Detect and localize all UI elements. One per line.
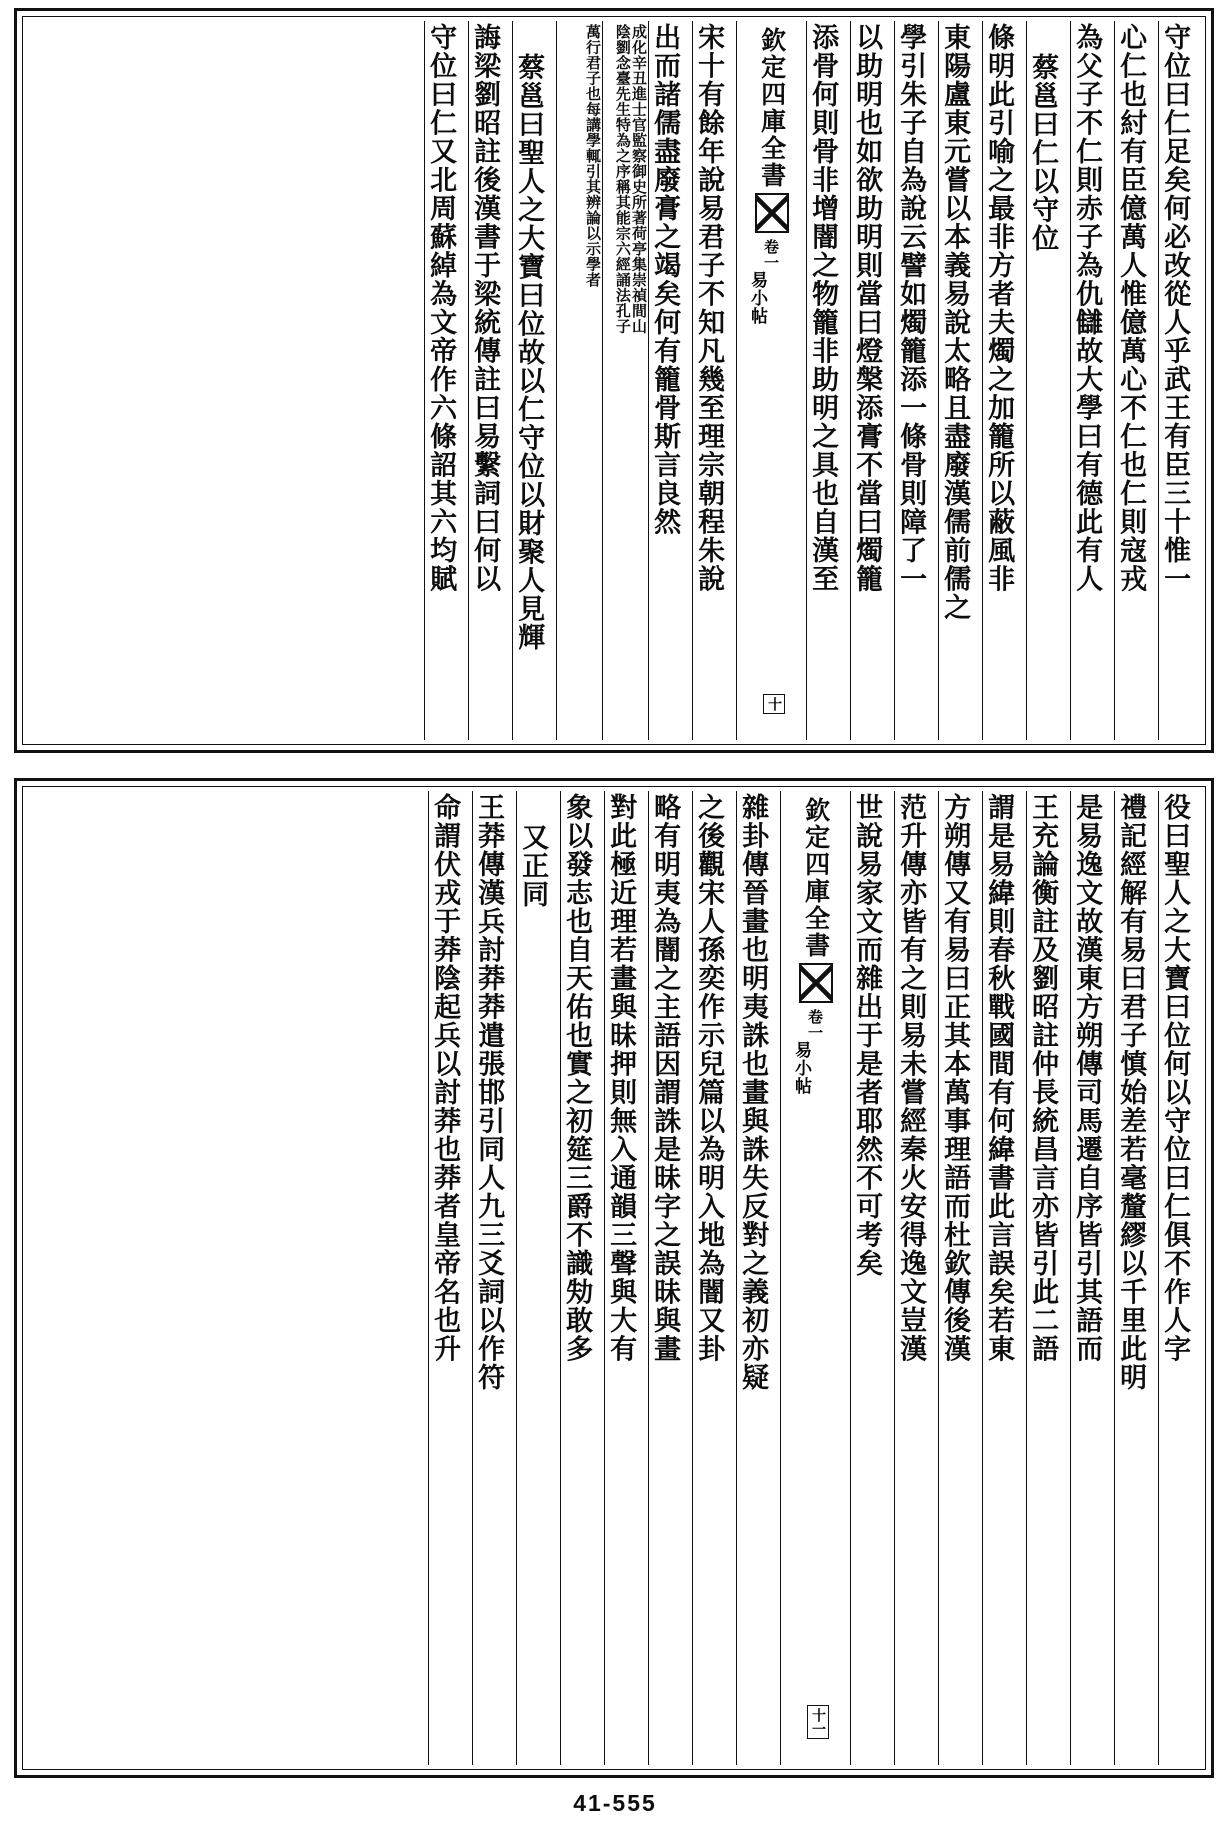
commentary-text-right: 成化辛丑進士官監察御史所著荷亭集崇禎間山 (630, 24, 648, 334)
column-text: 添骨何則骨非增闇之物籠非助明之具也自漢至 (807, 23, 839, 593)
text-column (604, 791, 648, 1765)
column-text: 對此極近理若畫與昧押則無入通韻三聲與大有 (605, 793, 637, 1363)
column-text: 是易逸文故漢東方朔傳司馬遷自序皆引其語而 (1071, 793, 1103, 1363)
text-column (894, 21, 938, 740)
column-text: 學引朱子自為說云譬如燭籠添一條骨則障了一 (895, 23, 927, 593)
column-text: 東陽盧東元嘗以本義易說太略且盡廢漢儒前儒之 (939, 23, 971, 622)
text-block-bottom-frame (22, 786, 1206, 1770)
text-column (982, 21, 1026, 740)
text-column (428, 791, 472, 1765)
diamond-ornament-icon (755, 193, 789, 233)
text-column (1114, 791, 1158, 1765)
column-text: 王莽傳漢兵討莽莽遣張邯引同人九三爻詞以作符 (473, 793, 505, 1392)
column-text: 蔡邕曰聖人之大寶曰位故以仁守位以財聚人見輝 (513, 53, 545, 652)
volume-label: 卷一 (806, 1009, 824, 1041)
text-column (850, 21, 894, 740)
text-column (648, 21, 692, 740)
series-title: 欽定四庫全書 (801, 797, 831, 959)
column-text: 條明此引喻之最非方者夫燭之加籠所以蔽風非 (983, 23, 1015, 593)
text-column (472, 791, 516, 1765)
text-column (938, 21, 982, 740)
volume-label: 卷一 (762, 239, 780, 271)
column-text: 蔡邕曰仁以守位 (1027, 53, 1059, 253)
text-block-bottom (14, 778, 1214, 1778)
column-text: 之後觀宋人孫奕作示兒篇以為明入地為闇又卦 (693, 793, 725, 1363)
text-column (692, 21, 736, 740)
column-text: 誨梁劉昭註後漢書于梁統傳註曰易繫詞曰何以 (469, 23, 501, 593)
text-column (468, 21, 512, 740)
text-column (1158, 791, 1202, 1765)
column-text: 象以發志也自天佑也實之初筵三爵不識劮敢多 (561, 793, 593, 1363)
text-column (982, 791, 1026, 1765)
column-text: 謂是易緯則春秋戰國間有何緯書此言誤矣若東 (983, 793, 1015, 1363)
text-block-top (14, 8, 1214, 753)
page-marker: 十 (763, 694, 785, 714)
column-text: 禮記經解有易曰君子慎始差若毫釐繆以千里此明 (1115, 793, 1147, 1392)
column-text: 心仁也紂有臣億萬人惟億萬心不仁也仁則寇戎 (1115, 23, 1147, 593)
commentary-text-right: 萬行君子也每講學輒引其辨論以示學者 (584, 24, 602, 288)
text-column (1070, 791, 1114, 1765)
column-text: 方朔傳又有易曰正其本萬事理語而杜欽傳後漢 (939, 793, 971, 1363)
column-group-top (23, 17, 1205, 744)
column-text: 為父子不仁則赤子為仇讎故大學曰有德此有人 (1071, 23, 1103, 593)
text-column (938, 791, 982, 1765)
page-marker: 十一 (807, 1705, 829, 1739)
column-text: 雜卦傳晉畫也明夷誅也畫與誅失反對之義初亦疑 (737, 793, 769, 1392)
text-column (894, 791, 938, 1765)
column-text: 王充論衡註及劉昭註仲長統昌言亦皆引此二語 (1027, 793, 1059, 1363)
text-column (1070, 21, 1114, 740)
column-group-bottom (23, 787, 1205, 1769)
text-column (560, 791, 604, 1765)
column-text: 又正同 (517, 823, 549, 909)
page-number-footer: 41-555 (573, 1790, 657, 1816)
text-column (1026, 21, 1070, 740)
text-column (692, 791, 736, 1765)
column-text: 以助明也如欲助明則當曰燈槃添膏不當曰燭籠 (851, 23, 883, 593)
column-text: 范升傳亦皆有之則易未嘗經秦火安得逸文豈漢 (895, 793, 927, 1363)
column-text: 守位曰仁足矣何必改從人乎武王有臣三十惟一 (1159, 23, 1191, 593)
text-column (424, 21, 468, 740)
column-text: 出而諸儒盡廢膏之竭矣何有籠骨斯言良然 (649, 23, 681, 536)
text-column (736, 791, 780, 1765)
column-text: 世說易家文而雜出于是者耶然不可考矣 (851, 793, 883, 1278)
text-column (1158, 21, 1202, 740)
block-title-column (736, 21, 806, 740)
column-text: 命謂伏戎于莽陰起兵以討莽也莽者皇帝名也升 (429, 793, 461, 1363)
column-text: 宋十有餘年說易君子不知凡幾至理宗朝程朱說 (693, 23, 725, 593)
text-column (512, 21, 556, 740)
block-title-column (780, 791, 850, 1765)
text-column (806, 21, 850, 740)
column-text: 守位曰仁又北周蘇綽為文帝作六條詔其六均賦 (425, 23, 457, 593)
diamond-ornament-icon (799, 963, 833, 1003)
book-title: 易小帖 (791, 1041, 811, 1095)
text-column (648, 791, 692, 1765)
text-column (850, 791, 894, 1765)
text-column (1114, 21, 1158, 740)
text-block-top-frame (22, 16, 1206, 745)
commentary-column (602, 21, 648, 740)
column-text: 役曰聖人之大寶曰位何以守位曰仁俱不作人字 (1159, 793, 1191, 1363)
book-title: 易小帖 (747, 271, 767, 325)
series-title: 欽定四庫全書 (757, 27, 787, 189)
text-column (516, 791, 560, 1765)
commentary-text-left: 陰劉念臺先生特為之序稱其能宗六經誦法孔子 (613, 24, 632, 334)
column-text: 略有明夷為闇之主語因謂誅是昧字之誤昧與畫 (649, 793, 681, 1363)
commentary-column (556, 21, 602, 740)
text-column (1026, 791, 1070, 1765)
